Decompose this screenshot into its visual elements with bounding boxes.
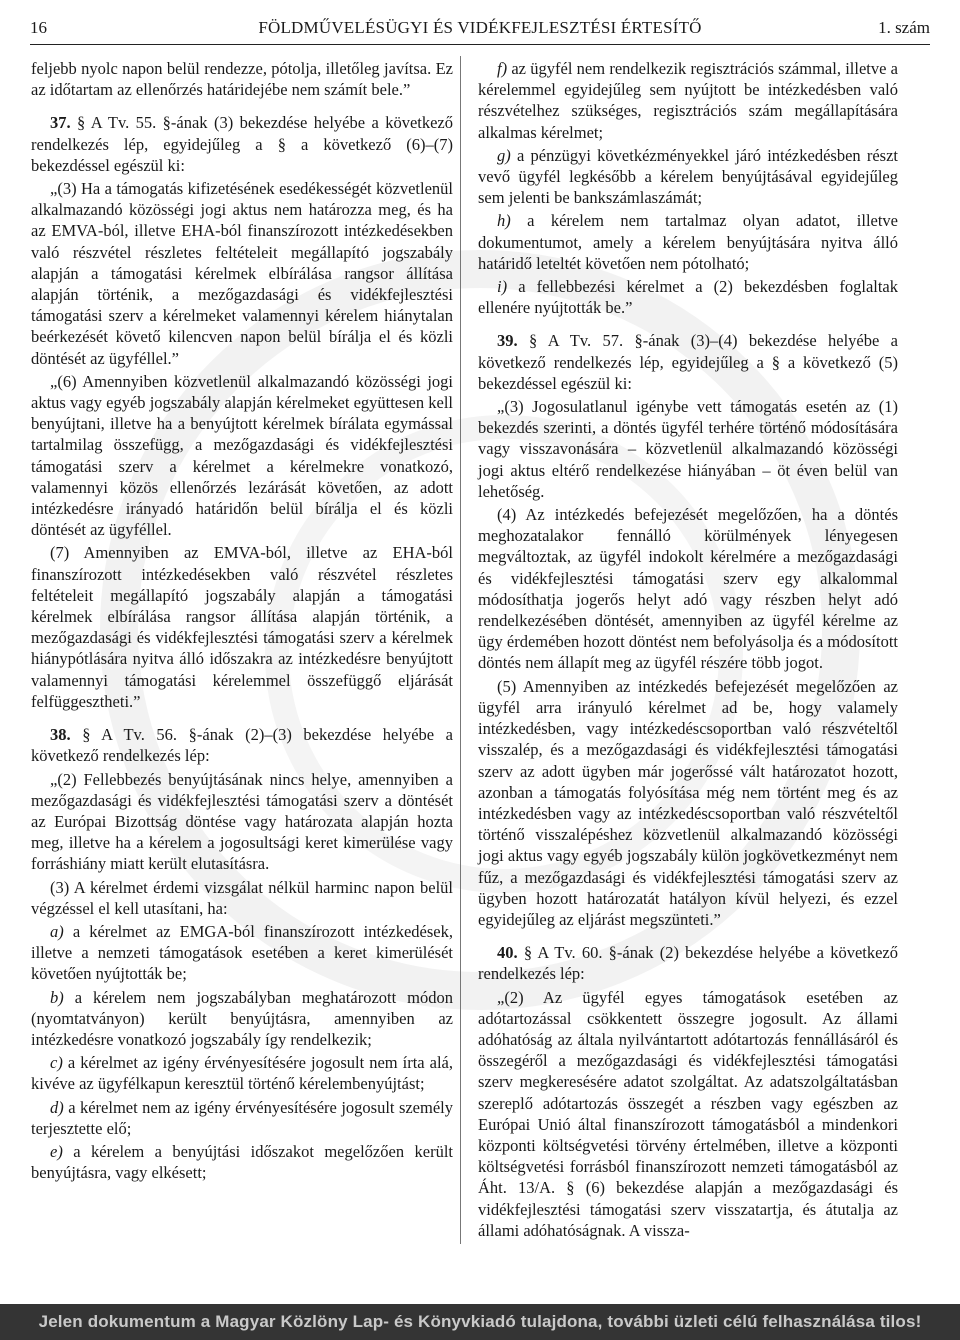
paragraph: „(6) Amennyiben közvetlenül alkalmazandó közösségi jogi aktus vagy egyéb jogszabály alapján kérelmeket együttesen kell benyújtani, illetve ha a benyújtott kérelmek bírálata egymással tartalmilag összefügg, a mezőgazdasági és vidékfejlesztési támogatási szerv a kérelmet a kérelmekre vonatkozó, valamennyi közös ellenőrzés lezárását követően, az adott intézkedésre irányadó határidőn belül bírálja el és közli döntését az ügyféllel. xyxy=(31,371,453,540)
paragraph: (7) Amennyiben az EMVA-ból, illetve az EHA-ból finanszírozott intézkedésekben való részvétel részletes feltételeit megállapító jogszabály alapján a támogatási kérelmek elbírálása rangsor állítása alapján történik, a mezőgazdasági és vidékfejlesztési támogatási szerv a kérelmek hiánypótlására nyitva álló időszakra az intézkedésre benyújtott valamennyi támogatási kérelemmel összefüggő eljárását felfüggesztheti.” xyxy=(31,543,453,711)
section-text: § A Tv. 60. §-ának (2) bekezdése helyébe a következő rendelkezés lép: xyxy=(478,943,898,984)
list-item xyxy=(31,987,453,1051)
list-text: a kérelem nem jogszabályban meghatározott módon (nyomtatványon) került benyújtásra, amennyiben az intézkedésre vonatkozó jogszabály így rendelkezik; xyxy=(31,987,453,1049)
list-text: a kérelem a benyújtási időszakot megelőzően került benyújtásra, vagy elkésett; xyxy=(31,1141,453,1183)
list-label: a) xyxy=(50,921,64,941)
list-text: a pénzügyi követkézményekkel járó intézkedésben részt vevő ügyfél legkésőbb a kérelem benyújtásával egyidejűleg sem jelenti be bankszámlaszámát; xyxy=(478,145,899,208)
section-number: 38. xyxy=(50,725,71,745)
column-divider xyxy=(460,56,461,1244)
list-item xyxy=(31,1052,453,1094)
section-text: § A Tv. 55. §-ának (3) bekezdése helyébe a következő rendelkezés lép, egyidejűleg a § a következő (6)–(7) bekezdéssel egészül ki: xyxy=(31,113,453,175)
page-header xyxy=(30,16,930,45)
list-item xyxy=(31,1097,453,1139)
list-item xyxy=(478,210,898,274)
page-number: 16 xyxy=(30,18,47,37)
paragraph: (3) A kérelmet érdemi vizsgálat nélkül harminc napon belül végzéssel el kell utasítani, ha: xyxy=(31,877,453,918)
paragraph: „(3) Ha a támogatás kifizetésének esedékességét közvetlenül alkalmazandó közösségi jogi aktus nem határozza meg, és ha az EMVA-ból, illetve EHA-ból finanszírozott intézkedésekben való részvétel részletes feltételeit megállapító jogszabály alapján a támogatási kérelmek elbírálása rangsor állítása alapján történik, a mezőgazdasági és vidékfejlesztési támogatási szerv a kérelmeket valamennyi kérelem hiánytalan beérkezését követő kilencven napon belül bírálja el és közli döntését az ügyféllel.” xyxy=(31,179,453,368)
section-40 xyxy=(478,942,898,984)
list-item xyxy=(31,1141,453,1183)
list-text: a kérelmet az igény érvényesítésére jogosult nem írta alá, kivéve az ügyfélkapun keresztül történő kérelembenyújtást; xyxy=(31,1053,454,1094)
section-39 xyxy=(478,330,898,394)
paragraph: (5) Amennyiben az intézkedés befejezését megelőzően az ügyfél arra irányuló kérelmet ad be, hogy valamely intézkedésben, vagy intézkedéscsoportban való részvételtől visszalép, és a mezőgazdasági és vidékfejlesztési támogatási szerv az adott ügyben már jogerőssé vált határozatot hozott, azonban a támogatás folyósítása még nem történt meg és az intézkedésben vagy az intézkedéscsoportban való részvételtől történő visszalépéshez közvetlenül alkalmazandó közösségi jogi aktus vagy egyéb jogszabály külön jogkövetkezményt nem fűz, a mezőgazdasági és vidékfejlesztési támogatási szerv az ügyben hozott határozatát hatályon kívül helyezi, és ezzel egyidejűleg az eljárást megszünteti.” xyxy=(478,676,898,929)
paragraph: (4) Az intézkedés befejezését megelőzően, ha a döntés meghozatalakor fennálló körülmények lényegesen megváltoztak, az ügyfél indokolt kérelmére a mezőgazdasági és vidékfejlesztési támogatási szerv egy alkalommal módosíthatja jogerős helyt adó vagy részben helyt adó rendelkezésében döntését, amennyiben az ügyfél kérelme az ügy érdemében hozott döntést nem befolyásolja és a módosított döntés nem állapít meg az ügyfél részére több jogot. xyxy=(478,505,898,673)
list-label: d) xyxy=(50,1097,64,1117)
section-number: 37. xyxy=(50,113,71,133)
list-label: c) xyxy=(50,1053,63,1073)
list-label: i) xyxy=(497,277,508,297)
paragraph: „(3) Jogosulatlanul igénybe vett támogatás esetén az (1) bekezdés szerinti, a döntés ügyfél terhére történő módosítására vagy visszavonására – közvetlenül alkalmazandó közösségi jogi aktus eltérő rendelkezése hiányában – öt éven belül van lehetőség. xyxy=(478,397,898,501)
section-number: 40. xyxy=(497,943,518,963)
list-text: a kérelem nem tartalmaz olyan adatot, illetve dokumentumot, amely a kérelem benyújtására nyitva álló határidő leteltét követően nem pótolható; xyxy=(478,211,899,273)
left-text-column xyxy=(31,58,453,1183)
list-label: b) xyxy=(50,987,64,1007)
list-text: a kérelmet nem az igény érvényesítésére jogosult személy terjesztette elő; xyxy=(31,1097,453,1138)
section-38 xyxy=(31,724,453,766)
list-item xyxy=(478,145,898,209)
list-text: a fellebbezési kérelmet a (2) bekezdésben foglaltak ellenére nyújtották be.” xyxy=(478,277,899,318)
section-text: § A Tv. 57. §-ának (3)–(4) bekezdése helyébe a következő rendelkezés lép, egyidejűleg a § a következő (5) bekezdéssel egészül ki: xyxy=(478,331,899,393)
section-number: 39. xyxy=(497,331,518,351)
list-label: e) xyxy=(50,1141,63,1161)
section-37 xyxy=(31,112,453,176)
issue-number: 1. szám xyxy=(878,18,930,37)
right-text-column xyxy=(478,58,898,1241)
list-text: a kérelmet az EMGA-ból finanszírozott intézkedések, illetve a nemzeti támogatások esetében a keret kimerülését követően nyújtották be; xyxy=(31,921,453,984)
list-item xyxy=(31,921,453,985)
list-text: az ügyfél nem rendelkezik regisztrációs számmal, illetve a kérelemmel egyidejűleg sem nyújtott be intézkedésben való részvételhez szükséges, regisztrációs szám megállapítására alkalmas kérelmet; xyxy=(478,59,899,142)
list-label: f) xyxy=(497,59,508,78)
list-label: g) xyxy=(497,145,511,165)
section-text: § A Tv. 56. §-ának (2)–(3) bekezdése helyébe a következő rendelkezés lép: xyxy=(31,725,454,766)
copyright-footer: Jelen dokumentum a Magyar Közlöny Lap- és Könyvkiadó tulajdona, további üzleti célú felhasználása tilos! xyxy=(0,1304,960,1340)
journal-title: FÖLDMŰVELÉSÜGYI ÉS VIDÉKFEJLESZTÉSI ÉRTESÍTŐ xyxy=(258,18,702,37)
list-label: h) xyxy=(497,211,511,231)
paragraph: „(2) Az ügyfél egyes támogatások esetében az adótartozással csökkentett összegre jogosult. Az állami adóhatóság az általa nyilvántartott adótartozás fennállásáról és összegéről a mezőgazdasági és vidékfejlesztési támogatási szerv megkeresésére adatot szolgáltat. Az adatszolgáltatásban szereplő adótartozás összegét a részben vagy egészben az Európai Unió által finanszírozott támogatásból a mindenkori központi költségvetési törvény értelmében, illetve a központi költségvetési forrásból finanszírozott nemzeti támogatásból az Áht. 13/A. § (6) bekezdése alapján a mezőgazdasági és vidékfejlesztési támogatási szerv visszatartja, és átutalja az állami adóhatóságnak. A vissza- xyxy=(478,987,898,1240)
list-item xyxy=(478,58,898,143)
paragraph: „(2) Fellebbezés benyújtásának nincs helye, amennyiben a mezőgazdasági és vidékfejlesztési támogatási szerv a döntését az Európai Bizottság döntése vagy határozata alapján hozta meg, illetve ha a kérelem a jogosultsági keret kimerülése vagy forráshiány miatt került elutasításra. xyxy=(31,769,453,874)
list-item xyxy=(478,276,898,318)
continued-paragraph: feljebb nyolc napon belül rendezze, pótolja, illetőleg javítsa. Ez az időtartam az ellenőrzés határidejébe nem számít bele.” xyxy=(31,59,453,100)
